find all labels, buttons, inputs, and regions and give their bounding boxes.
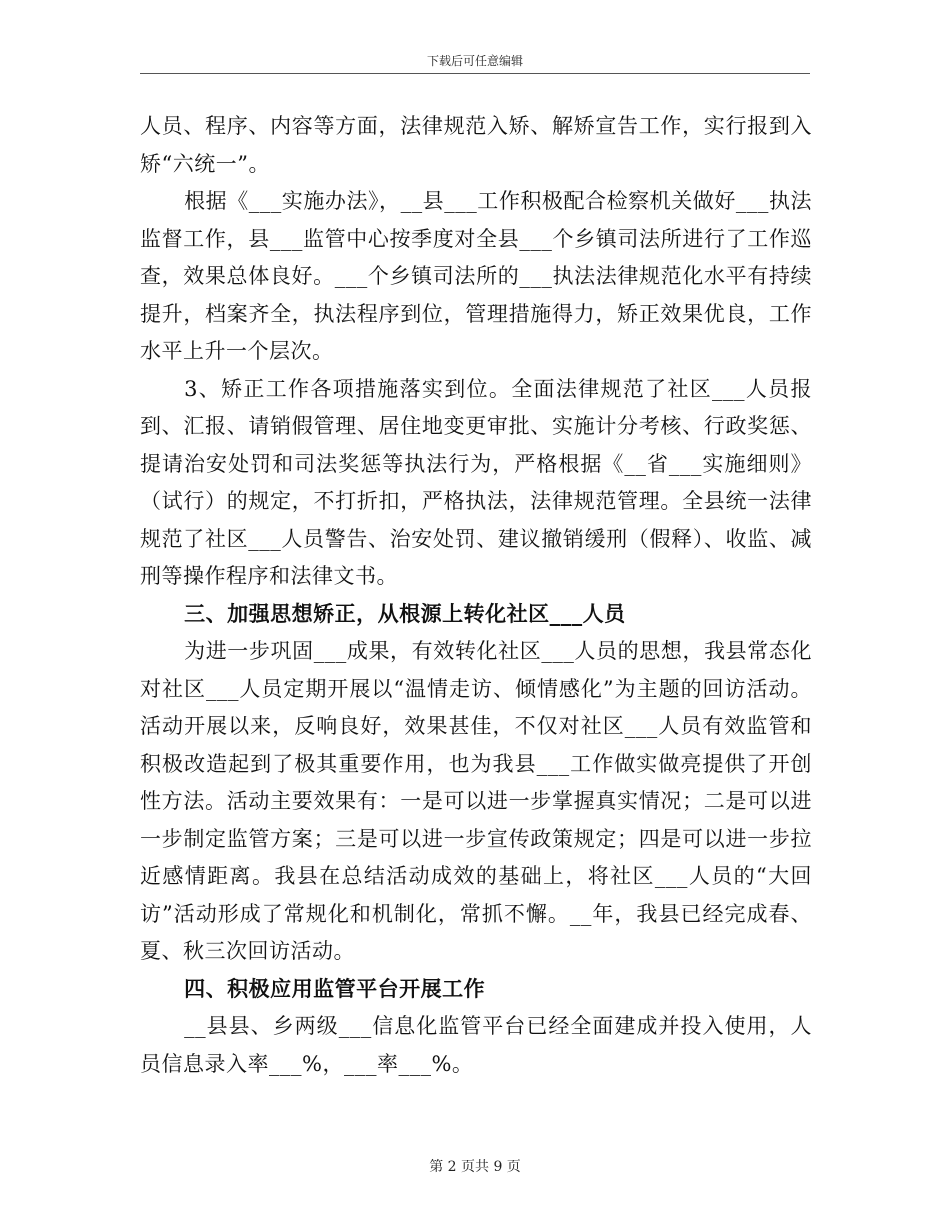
section-heading-3: 三、加强思想矫正，从根源上转化社区___人员 [184, 601, 626, 626]
paragraph-implementation: 根据《___实施办法》，__县___工作积极配合检察机关做好___执法监督工作，县___监管中心按季度对全县___个乡镇司法所进行了工作巡查，效果总体良好。___个乡镇司法所的___执法法律规范化水平有持续提升，档案齐全，执法程序到位，管理措施得力，矫正效果优良，工作水平上升一个层次。 [140, 189, 812, 363]
page-header: 下载后可任意编辑 [426, 54, 523, 68]
paragraph-continued: 人员、程序、内容等方面，法律规范入矫、解矫宣告工作，实行报到入矫“六统一”。 [140, 114, 812, 176]
paragraph-platform: __县县、乡两级___信息化监管平台已经全面建成并投入使用，人员信息录入率___%，___率___%。 [140, 1014, 812, 1076]
section-heading-4: 四、积极应用监管平台开展工作 [184, 976, 486, 1001]
page-footer: 第 2 页共 9 页 [429, 1159, 521, 1175]
header-divider [140, 73, 810, 74]
document-body [140, 108, 812, 1083]
paragraph-measures: 3、矫正工作各项措施落实到位。全面法律规范了社区___人员报到、汇报、请销假管理、居住地变更审批、实施计分考核、行政奖惩、提请治安处罚和司法奖惩等执法行为，严格根据《__省___实施细则》（试行）的规定，不打折扣，严格执法，法律规范管理。全县统一法律规范了社区___人员警告、治安处罚、建议撤销缓刑（假释）、收监、减刑等操作程序和法律文书。 [140, 376, 812, 588]
paragraph-revisit: 为进一步巩固___成果，有效转化社区___人员的思想，我县常态化对社区___人员定期开展以“温情走访、倾情感化”为主题的回访活动。活动开展以来，反响良好，效果甚佳，不仅对社区___人员有效监管和积极改造起到了极其重要作用，也为我县___工作做实做亮提供了开创性方法。活动主要效果有：一是可以进一步掌握真实情况；二是可以进一步制定监管方案；三是可以进一步宣传政策规定；四是可以进一步拉近感情距离。我县在总结活动成效的基础上，将社区___人员的“大回访”活动形成了常规化和机制化，常抓不懈。__年，我县已经完成春、夏、秋三次回访活动。 [140, 639, 812, 963]
